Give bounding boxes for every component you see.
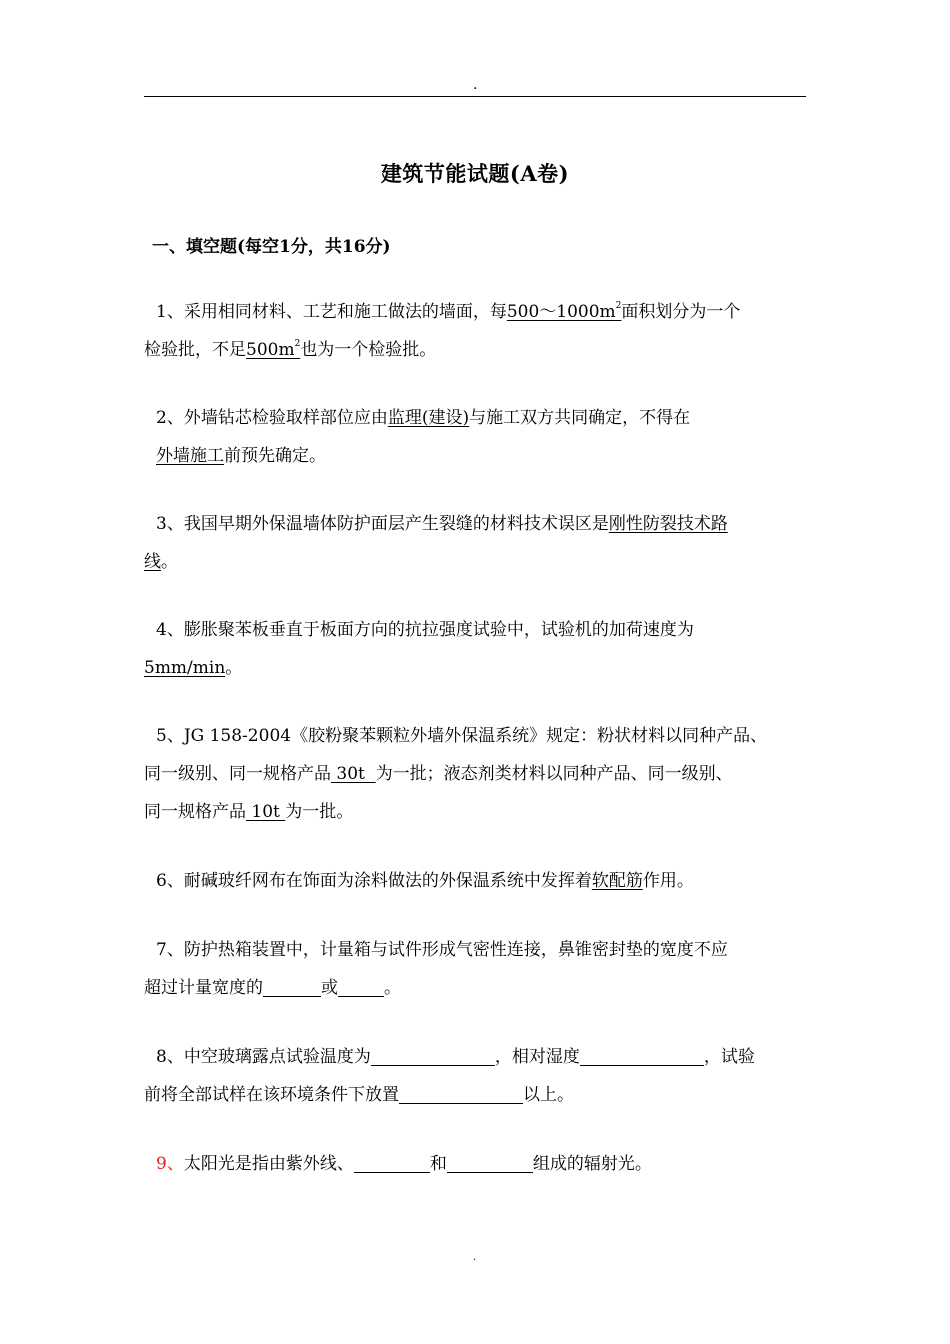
q5-answer-2: 10t	[246, 802, 286, 822]
q8-text: 8、中空玻璃露点试验温度为	[156, 1047, 371, 1067]
q8-text-4: 前将全部试样在该环境条件下放置	[144, 1085, 399, 1105]
q4-text: 4、膨胀聚苯板垂直于板面方向的抗拉强度试验中，试验机的加荷速度为	[156, 620, 694, 640]
q8-text-2: ，相对湿度	[494, 1047, 580, 1067]
q5-text-3: 为一批；液态剂类材料以同种产品、同一级别、	[375, 764, 733, 784]
q2-answer-2: 外墙施工	[156, 446, 224, 466]
q7-blank-1[interactable]	[263, 976, 321, 997]
q5-text-5: 为一批。	[285, 802, 354, 822]
q8-text-5: 以上。	[523, 1085, 574, 1105]
q8-text-3: ，试验	[703, 1047, 755, 1067]
q9-text-2: 和	[429, 1154, 447, 1174]
q7-text-2: 超过计量宽度的	[144, 978, 263, 998]
header-mark: .	[473, 77, 478, 93]
q3-text: 3、我国早期外保温墙体防护面层产生裂缝的材料技术误区是	[156, 514, 609, 534]
q2-text-2: 与施工双方共同确定，不得在	[469, 408, 691, 428]
q3-answer-1: 刚性防裂技术路	[608, 514, 728, 534]
question-1	[144, 293, 808, 369]
q5-text-4: 同一规格产品	[144, 802, 246, 822]
q9-text: 太阳光是指由紫外线、	[183, 1154, 354, 1174]
q9-text-3: 组成的辐射光。	[532, 1154, 652, 1174]
q5-text: 5、JG 158-2004《胶粉聚苯颗粒外墙外保温系统》规定：粉状材料以同种产品、	[156, 726, 768, 746]
q6-answer: 软配筋	[591, 871, 643, 891]
q9-number: 9、	[156, 1154, 184, 1174]
q7-blank-2[interactable]	[338, 976, 384, 997]
footer-mark: .	[473, 1252, 477, 1263]
q8-blank-3[interactable]	[399, 1083, 523, 1104]
q1-text-4: 也为一个检验批。	[300, 340, 437, 360]
q5-text-2: 同一级别、同一规格产品	[144, 764, 331, 784]
question-7	[144, 931, 808, 1007]
question-8	[144, 1038, 808, 1114]
q1-text-2: 面积划分为一个	[621, 302, 741, 322]
q5-answer-1: 30t	[331, 764, 376, 784]
question-3	[144, 505, 808, 581]
q4-text-2: 。	[225, 658, 243, 678]
q1-text: 1、采用相同材料、工艺和施工做法的墙面，每	[156, 302, 507, 322]
question-5	[144, 717, 808, 831]
q8-blank-1[interactable]	[371, 1045, 495, 1066]
q9-blank-2[interactable]	[447, 1152, 533, 1173]
q3-answer-2: 线	[144, 552, 161, 572]
q3-text-2: 。	[161, 552, 178, 572]
q7-text-4: 。	[384, 978, 401, 998]
section-heading: 一、填空题(每空1分，共16分)	[152, 237, 391, 257]
question-9	[144, 1145, 808, 1183]
question-4	[144, 611, 808, 687]
q1-answer-2: $500m^2$	[246, 339, 301, 360]
q1-text-3: 检验批，不足	[144, 340, 246, 360]
question-2	[144, 399, 808, 475]
q1-answer-1: $500\sim 1000m^2$	[506, 301, 622, 322]
q6-text-2: 作用。	[642, 871, 694, 891]
question-6	[144, 862, 808, 900]
q2-text-3: 前预先确定。	[224, 446, 326, 466]
page-title: 建筑节能试题(A卷)	[380, 161, 570, 186]
q4-answer: 5mm/min	[144, 658, 226, 678]
q7-text-3: 或	[321, 978, 338, 998]
q2-answer-1: 监理(建设)	[387, 408, 470, 428]
q7-text: 7、防护热箱装置中，计量箱与试件形成气密性连接，鼻锥密封垫的宽度不应	[156, 940, 728, 960]
q6-text: 6、耐碱玻纤网布在饰面为涂料做法的外保温系统中发挥着	[156, 871, 592, 891]
q9-blank-1[interactable]	[354, 1152, 430, 1173]
header-rule	[144, 96, 806, 97]
q8-blank-2[interactable]	[580, 1045, 704, 1066]
q2-text: 2、外墙钻芯检验取样部位应由	[156, 408, 388, 428]
